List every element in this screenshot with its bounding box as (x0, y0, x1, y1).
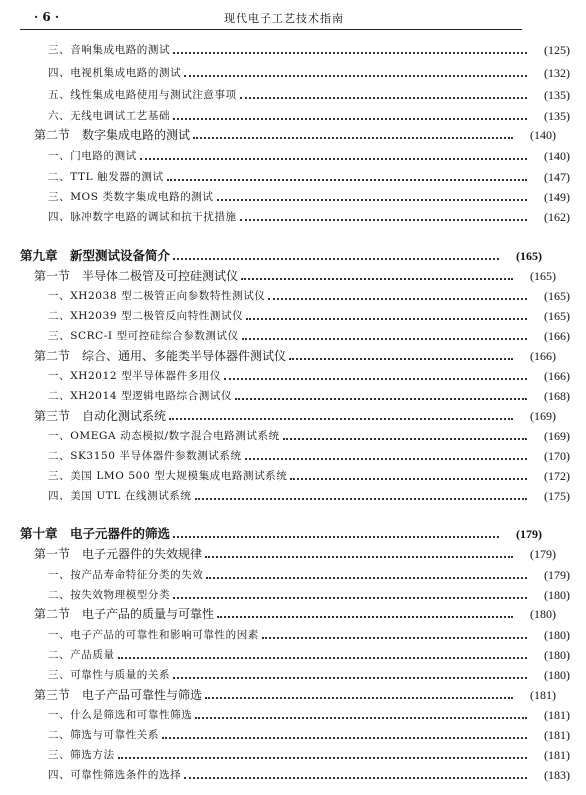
toc-entry-text: 一、什么是筛选和可靠性筛选 (48, 709, 193, 721)
dot-leader (217, 616, 513, 618)
toc-entry-page: (180) (530, 607, 556, 621)
dot-leader (173, 52, 527, 54)
toc-entry-text: 一、XH2038 型二极管正向参数特性测试仪 (48, 290, 266, 302)
toc-entry-page: (180) (544, 668, 570, 682)
toc-entry-text: 四、可靠性筛选条件的选择 (48, 769, 182, 781)
toc-entry-text: 二、XH2014 型逻辑电路综合测试仪 (48, 390, 233, 402)
dot-leader (205, 556, 513, 558)
toc-entry-page: (166) (544, 329, 570, 343)
toc-entry-page: (175) (544, 489, 570, 503)
toc-chapter (0, 522, 558, 542)
dot-leader (289, 358, 513, 360)
dot-leader (195, 498, 528, 500)
toc-entry (0, 304, 586, 324)
toc-entry (0, 444, 586, 464)
dot-leader (240, 219, 527, 221)
toc-entry (0, 424, 586, 444)
toc-entry (0, 144, 586, 164)
toc-entry-text: 四、脉冲数字电路的调试和抗干扰措施 (48, 211, 237, 223)
toc-section (0, 344, 572, 364)
toc-entry (0, 61, 586, 81)
toc-entry (0, 165, 586, 185)
toc-section-text: 第二节 数字集成电路的测试 (34, 128, 191, 142)
toc-entry-page: (179) (516, 527, 542, 541)
toc-entry-page: (169) (544, 429, 570, 443)
dot-leader (224, 378, 527, 380)
toc-entry-page: (166) (530, 349, 556, 363)
dot-leader (246, 318, 527, 320)
toc-entry-page: (125) (544, 43, 570, 57)
toc-entry-text: 三、SCRC-I 型可控硅综合参数测试仪 (48, 330, 239, 342)
toc-entry (0, 484, 586, 504)
toc-entry (0, 663, 586, 683)
toc-entry (0, 743, 586, 763)
toc-entry (0, 703, 586, 723)
toc-entry-text: 二、筛选与可靠性关系 (48, 729, 159, 741)
dot-leader (118, 657, 527, 659)
toc-entry-page: (149) (544, 190, 570, 204)
toc-chapter-text: 第十章 电子元器件的筛选 (20, 526, 171, 541)
toc-section-text: 第三节 电子产品可靠性与筛选 (34, 688, 203, 702)
toc-entry (0, 284, 586, 304)
toc-entry (0, 623, 586, 643)
book-title: 现代电子工艺技术指南 (224, 12, 344, 25)
toc-chapter-text: 第九章 新型测试设备简介 (20, 248, 171, 263)
toc-entry-page: (140) (530, 128, 556, 142)
dot-leader (245, 458, 527, 460)
dot-leader (118, 757, 527, 759)
toc-entry-text: 三、音响集成电路的测试 (48, 44, 171, 56)
toc-section (0, 542, 572, 562)
dot-leader (169, 418, 513, 420)
toc-entry-page: (181) (544, 728, 570, 742)
toc-entry-page: (170) (544, 449, 570, 463)
dot-leader (173, 677, 527, 679)
toc-entry-page: (180) (544, 648, 570, 662)
toc-entry-text: 一、按产品寿命特征分类的失效 (48, 569, 204, 581)
toc-entry-page: (172) (544, 469, 570, 483)
toc-entry-text: 一、门电路的测试 (48, 150, 137, 162)
dot-leader (240, 97, 527, 99)
toc-entry-text: 二、TTL 触发器的测试 (48, 171, 164, 183)
dot-leader (283, 438, 527, 440)
dot-leader (262, 637, 527, 639)
toc-entry-text: 三、筛选方法 (48, 749, 115, 761)
dot-leader (140, 158, 527, 160)
toc-entry-page: (147) (544, 170, 570, 184)
toc-entry-page: (135) (544, 109, 570, 123)
toc-entry-text: 四、美国 UTL 在线测试系统 (48, 490, 192, 502)
toc-entry (0, 763, 586, 783)
dot-leader (268, 298, 527, 300)
toc-entry (0, 104, 586, 124)
toc-entry-page: (132) (544, 66, 570, 80)
dot-leader (242, 338, 527, 340)
toc-entry-text: 六、无线电调试工艺基础 (48, 110, 171, 122)
toc-section-text: 第一节 半导体二极管及可控硅测试仪 (34, 269, 239, 283)
toc-entry (0, 324, 586, 344)
toc-entry-page: (166) (544, 369, 570, 383)
toc-section (0, 602, 572, 622)
toc-entry-text: 二、产品质量 (48, 649, 115, 661)
toc-entry (0, 364, 586, 384)
toc-entry-page: (179) (530, 547, 556, 561)
toc-entry (0, 38, 586, 58)
toc-entry-text: 三、美国 LMO 500 型大规模集成电路测试系统 (48, 470, 288, 482)
toc-entry-page: (181) (544, 748, 570, 762)
toc-entry (0, 205, 586, 225)
toc-section-text: 第二节 电子产品的质量与可靠性 (34, 607, 215, 621)
toc-entry-text: 二、XH2039 型二极管反向特性测试仪 (48, 310, 244, 322)
toc-section-text: 第二节 综合、通用、多能类半导体器件测试仪 (34, 349, 287, 363)
toc-entry (0, 723, 586, 743)
toc-entry (0, 464, 586, 484)
dot-leader (184, 75, 527, 77)
toc-entry-text: 二、按失效物理模型分类 (48, 589, 171, 601)
dot-leader (241, 278, 513, 280)
toc-entry (0, 384, 586, 404)
toc-entry-text: 一、XH2012 型半导体器件多用仪 (48, 370, 221, 382)
dot-leader (162, 737, 527, 739)
toc-entry-page: (181) (544, 708, 570, 722)
dot-leader (217, 199, 528, 201)
toc-section-text: 第一节 电子元器件的失效规律 (34, 547, 203, 561)
toc-entry (0, 563, 586, 583)
dot-leader (206, 577, 527, 579)
toc-entry-page: (180) (544, 628, 570, 642)
toc-entry-page: (165) (530, 269, 556, 283)
toc-entry-text: 五、线性集成电路使用与测试注意事项 (48, 89, 237, 101)
toc-entry-page: (180) (544, 588, 570, 602)
toc-section (0, 404, 572, 424)
toc-entry-page: (165) (544, 309, 570, 323)
toc-entry-text: 二、SK3150 半导体器件参数测试系统 (48, 450, 242, 462)
toc-entry-page: (162) (544, 210, 570, 224)
toc-entry-page: (179) (544, 568, 570, 582)
toc-entry-page: (135) (544, 88, 570, 102)
toc-entry-text: 三、可靠性与质量的关系 (48, 669, 171, 681)
toc-entry-page: (169) (530, 409, 556, 423)
toc-entry (0, 583, 586, 603)
dot-leader (195, 717, 527, 719)
toc-entry-text: 四、电视机集成电路的测试 (48, 67, 182, 79)
dot-leader (173, 258, 499, 260)
dot-leader (184, 777, 527, 779)
toc-entry-page: (165) (516, 249, 542, 263)
toc-entry-text: 三、MOS 类数字集成电路的测试 (48, 191, 214, 203)
dot-leader (290, 478, 527, 480)
page-number: · 6 · (34, 10, 60, 24)
toc-chapter (0, 244, 558, 264)
dot-leader (235, 398, 527, 400)
toc-entry-text: 一、电子产品的可靠性和影响可靠性的因素 (48, 629, 259, 641)
toc-section-text: 第三节 自动化测试系统 (34, 409, 167, 423)
toc-entry-page: (168) (544, 389, 570, 403)
toc-entry-page: (183) (544, 768, 570, 782)
dot-leader (173, 118, 527, 120)
toc-section (0, 123, 572, 143)
dot-leader (167, 179, 527, 181)
toc-entry-text: 一、OMEGA 动态模拟/数字混合电路测试系统 (48, 430, 280, 442)
toc-entry-page: (181) (530, 688, 556, 702)
toc-section (0, 264, 572, 284)
dot-leader (173, 536, 499, 538)
dot-leader (205, 697, 513, 699)
toc-entry-page: (140) (544, 149, 570, 163)
toc-entry (0, 185, 586, 205)
toc-section (0, 683, 572, 703)
dot-leader (193, 137, 513, 139)
toc-entry-page: (165) (544, 289, 570, 303)
dot-leader (173, 597, 527, 599)
toc-entry (0, 643, 586, 663)
toc-entry (0, 83, 586, 103)
